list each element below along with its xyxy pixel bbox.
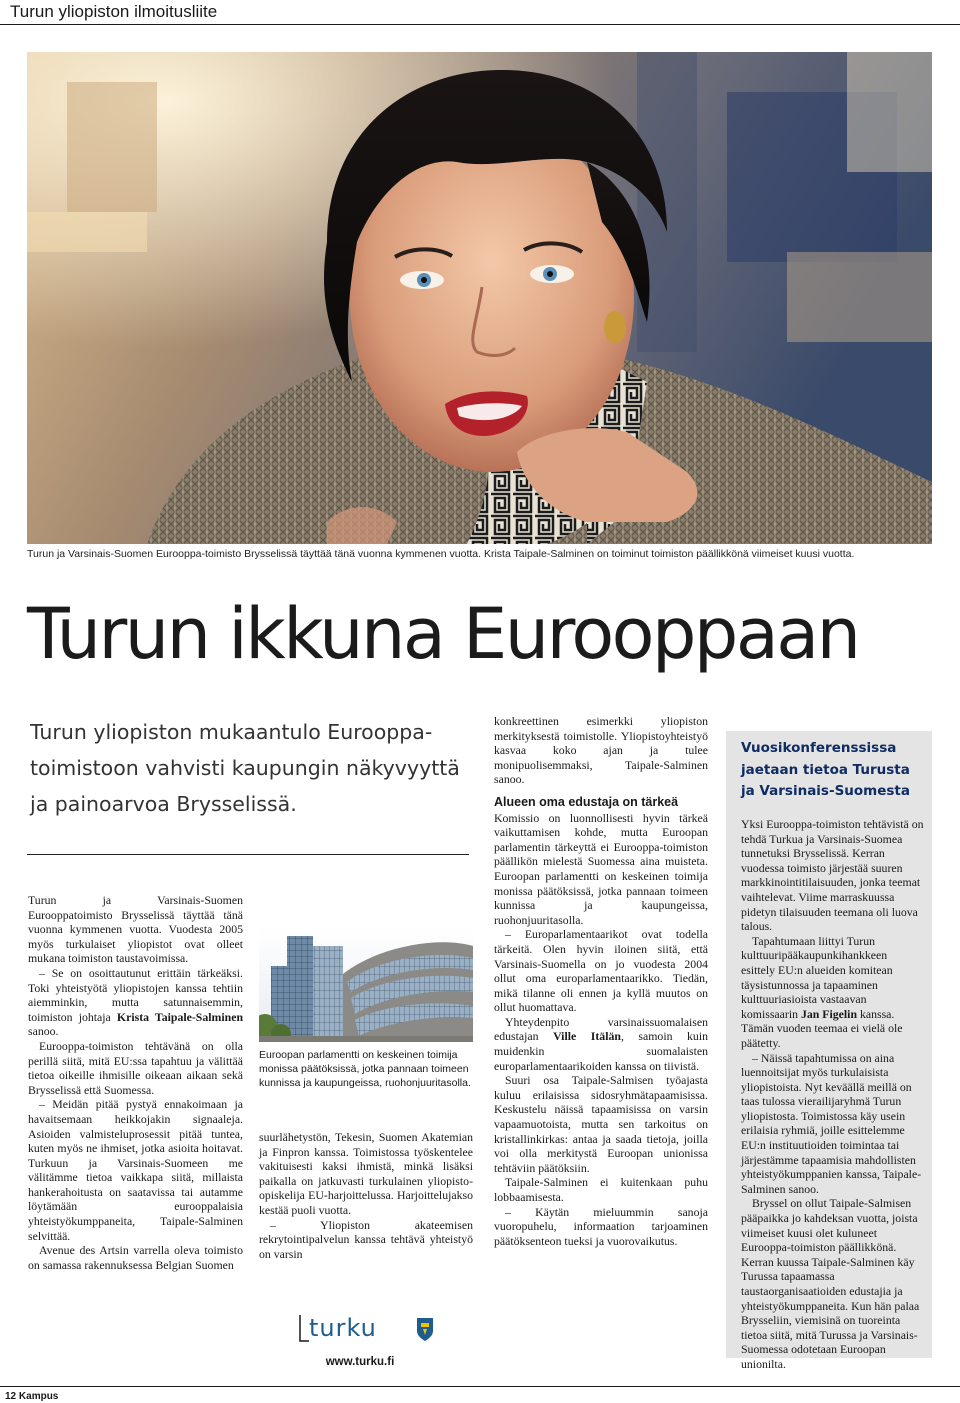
- paragraph: Tapahtumaan liittyi Turun kulttuuripääkaupunkihankkeen esittely EU:n alueiden komitean täysistunnossa ja tapaaminen kulttuuriasioista vastaavan komissaarin Jan Figelin kanssa. Tämän vuoden teemaa ei vielä ole päätetty.: [741, 933, 903, 1050]
- page-number-label: 12 Kampus: [5, 1391, 59, 1402]
- paragraph: – Näissä tapahtumissa on aina luennoitsijat myös turkulaisista yliopistoista. Nyt keväällä meillä on taas tulossa vierailijaryhmä Turun yliopistosta. Toimistossa käy usein erilaisia ryhmiä, joille esittelemme EU:n instituutioiden toimintaa tai järjestämme tapaamisia mahdollisten yhteistyökumppanien kanssa, Taipale-Salminen sanoo.: [741, 1050, 922, 1196]
- person-name: Jan Figelin: [800, 1006, 858, 1021]
- sidebar-heading: Vuosikonferenssissa jaetaan tietoa Turusta ja Varsinais-Suomesta: [741, 740, 910, 799]
- lead-divider: [27, 854, 469, 855]
- paragraph: konkreettinen esimerkki yliopiston merkityksestä toimistolle. Yliopistoyhteistyö kasvaa koko ajan ja tulee monipuolisemmaksi, Taipale-Salminen sanoo.: [494, 714, 708, 787]
- paragraph: Turun ja Varsinais-Suomen Eurooppatoimisto Brysselissä täyttää tänä vuonna kymmenen vuotta. Vuodesta 2005 myös turkulaiset yliopistot ovat olleet mukana toimiston taustavoimissa.: [28, 893, 243, 966]
- article-headline: Turun ikkuna Eurooppaan: [27, 593, 859, 675]
- paragraph: Avenue des Artsin varrella oleva toimisto on samassa rakennuksessa Belgian Suomen: [28, 1243, 243, 1272]
- paragraph: Eurooppa-toimiston tehtävänä on olla perillä siitä, mitä EU:ssa tapahtuu ja välittää tietoa oikeille ihmisille oikeaan aikaan sekä Brysselissä että Suomessa.: [28, 1038, 243, 1097]
- building-photo-caption: Euroopan parlamentti on keskeinen toimija monissa päätöksissä, jotka pannaan toimeen kunnissa ja kaupungeissa, ruohonjuuritasolla.: [259, 1049, 471, 1089]
- paragraph: – Meidän pitää pystyä ennakoimaan ja havaitsemaan heikkojakin signaaleja. Asioiden valmisteluprosessit pitää tuntea, kuten myös ne ihmiset, jotka asioita hoitavat. Turkuun ja Varsinais-Suomeen me välitämme tietoa vaikkapa siitä, millaista hankerahoitusta on saatavissa tai autamme löytämään eurooppalaisia yhteistyökumppaneita, Taipale-Salminen selvittää.: [28, 1097, 243, 1243]
- svg-text:turku: turku: [309, 1314, 377, 1342]
- person-name: Ville Itälän: [553, 1029, 621, 1044]
- parliament-building-photo: [259, 926, 473, 1042]
- page-header-title: Turun yliopiston ilmoitusliite: [10, 2, 218, 21]
- paragraph: – Europarlamentaarikot ovat todella tärkeitä. Olen hyvin iloinen siitä, että Varsinais-Suomella on jo vuodesta 2004 ollut oma europarlamentaarikko. Tiedän, mikä tilanne oli ennen ja kyllä muutos on ollut huomattava.: [494, 927, 708, 1015]
- section-subheading: Alueen oma edustaja on tärkeä: [494, 794, 679, 809]
- turku-website-link[interactable]: www.turku.fi: [325, 1356, 395, 1368]
- paragraph: Komissio on luonnollisesti hyvin tärkeä vaikuttamisen kohde, mutta Euroopan parlamentin tärkeyttä ei Eurooppa-toimiston päällikön mielestä Suomessa aina muisteta. Euroopan parlamentti on keskeinen toimija monissa päätöksissä, jotka pannaan toimeen kunnissa ja kaupungeissa, ruohonjuuritasolla.: [494, 810, 708, 927]
- paragraph: suurlähetystön, Tekesin, Suomen Akatemian ja Finpron kanssa. Toimistossa työskentelee vakituisesti kaksi ihmistä, minkä lisäksi paikalla on jatkuvasti turkulainen yliopisto-opiskelija EU-harjoittelussa. Harjoittelujakso kestää puoli vuotta.: [259, 1130, 473, 1217]
- sidebar-body: [741, 817, 924, 1372]
- person-name: Krista Taipale-Salminen: [116, 1009, 243, 1024]
- article-column-3: [494, 714, 708, 1248]
- article-column-2: [259, 1130, 473, 1261]
- header-divider: [0, 24, 960, 25]
- main-photo: [27, 52, 932, 544]
- article-lead: Turun yliopiston mukaantulo Eurooppa-toimistoon vahvisti kaupungin näkyvyyttä ja painoarvoa Brysselissä.: [30, 720, 460, 816]
- article-column-1: [28, 893, 243, 1272]
- paragraph: Suuri osa Taipale-Salmisen työajasta kuluu erilaisissa sidosryhmätapaamisissa. Keskustelu näissä tapaamisissa on varsin vapaamuotoista, mutta sen tarkoitus on kristallinkirkas: antaa ja saada tietoja, joilla voi olla merkitystä Euroopan unionissa tehtäviin päätöksiin.: [494, 1073, 708, 1175]
- turku-logo: [297, 1313, 438, 1343]
- paragraph: – Se on osoittautunut erittäin tärkeäksi. Toki yhteistyötä yliopistojen kanssa tehtiin aiemminkin, mutta satunnaisemmin, toimiston johtaja Krista Taipale-Salminen sanoo.: [28, 965, 243, 1039]
- paragraph: Yksi Eurooppa-toimiston tehtävistä on tehdä Turkua ja Varsinais-Suomea tunnetuksi Brysselissä. Kerran vuodessa toimisto järjestää suuren markkinointitilaisuuden, jonka teemat vaihtelevat. Viime marraskuussa pidetyn tilaisuuden teemana oli luova talous.: [741, 817, 924, 934]
- photo-caption: Turun ja Varsinais-Suomen Eurooppa-toimisto Brysselissä täyttää tänä vuonna kymmenen vuotta. Krista Taipale-Salminen on toiminut toimiston päällikkönä viimeiset kuusi vuotta.: [27, 548, 855, 560]
- paragraph: Taipale-Salminen ei kuitenkaan puhu lobbaamisesta.: [494, 1175, 708, 1204]
- footer-divider: [0, 1386, 960, 1387]
- paragraph: – Yliopiston akateemisen rekrytointipalvelun kanssa tehtävä yhteistyö on varsin: [259, 1217, 473, 1261]
- paragraph: – Käytän mieluummin sanoja vuoropuhelu, informaation tarjoaminen päätöksenteon tueksi ja vuorovaikutus.: [494, 1204, 708, 1248]
- paragraph: Bryssel on ollut Taipale-Salmisen pääpaikka jo kahdeksan vuotta, joista viimeiset kuusi olet kuluneet Eurooppa-toimiston päällikkönä. Kerran kuussa Taipale-Salminen käy Turussa tapaamassa taustaorganisaatioiden edustajia ja yhteistyökumppaneita. Kun hän palaa Brysseliin, viemisinä on tuoreinta tietoa siitä, mitä Turussa ja Varsinais-Suomessa odotetaan Euroopan unionilta.: [741, 1196, 920, 1371]
- paragraph: Yhteydenpito varsinaissuomalaisen edustajan Ville Itälän, samoin kuin muidenkin suomalaisten europarlamentaarikoiden kanssa on tiivistä.: [494, 1014, 708, 1073]
